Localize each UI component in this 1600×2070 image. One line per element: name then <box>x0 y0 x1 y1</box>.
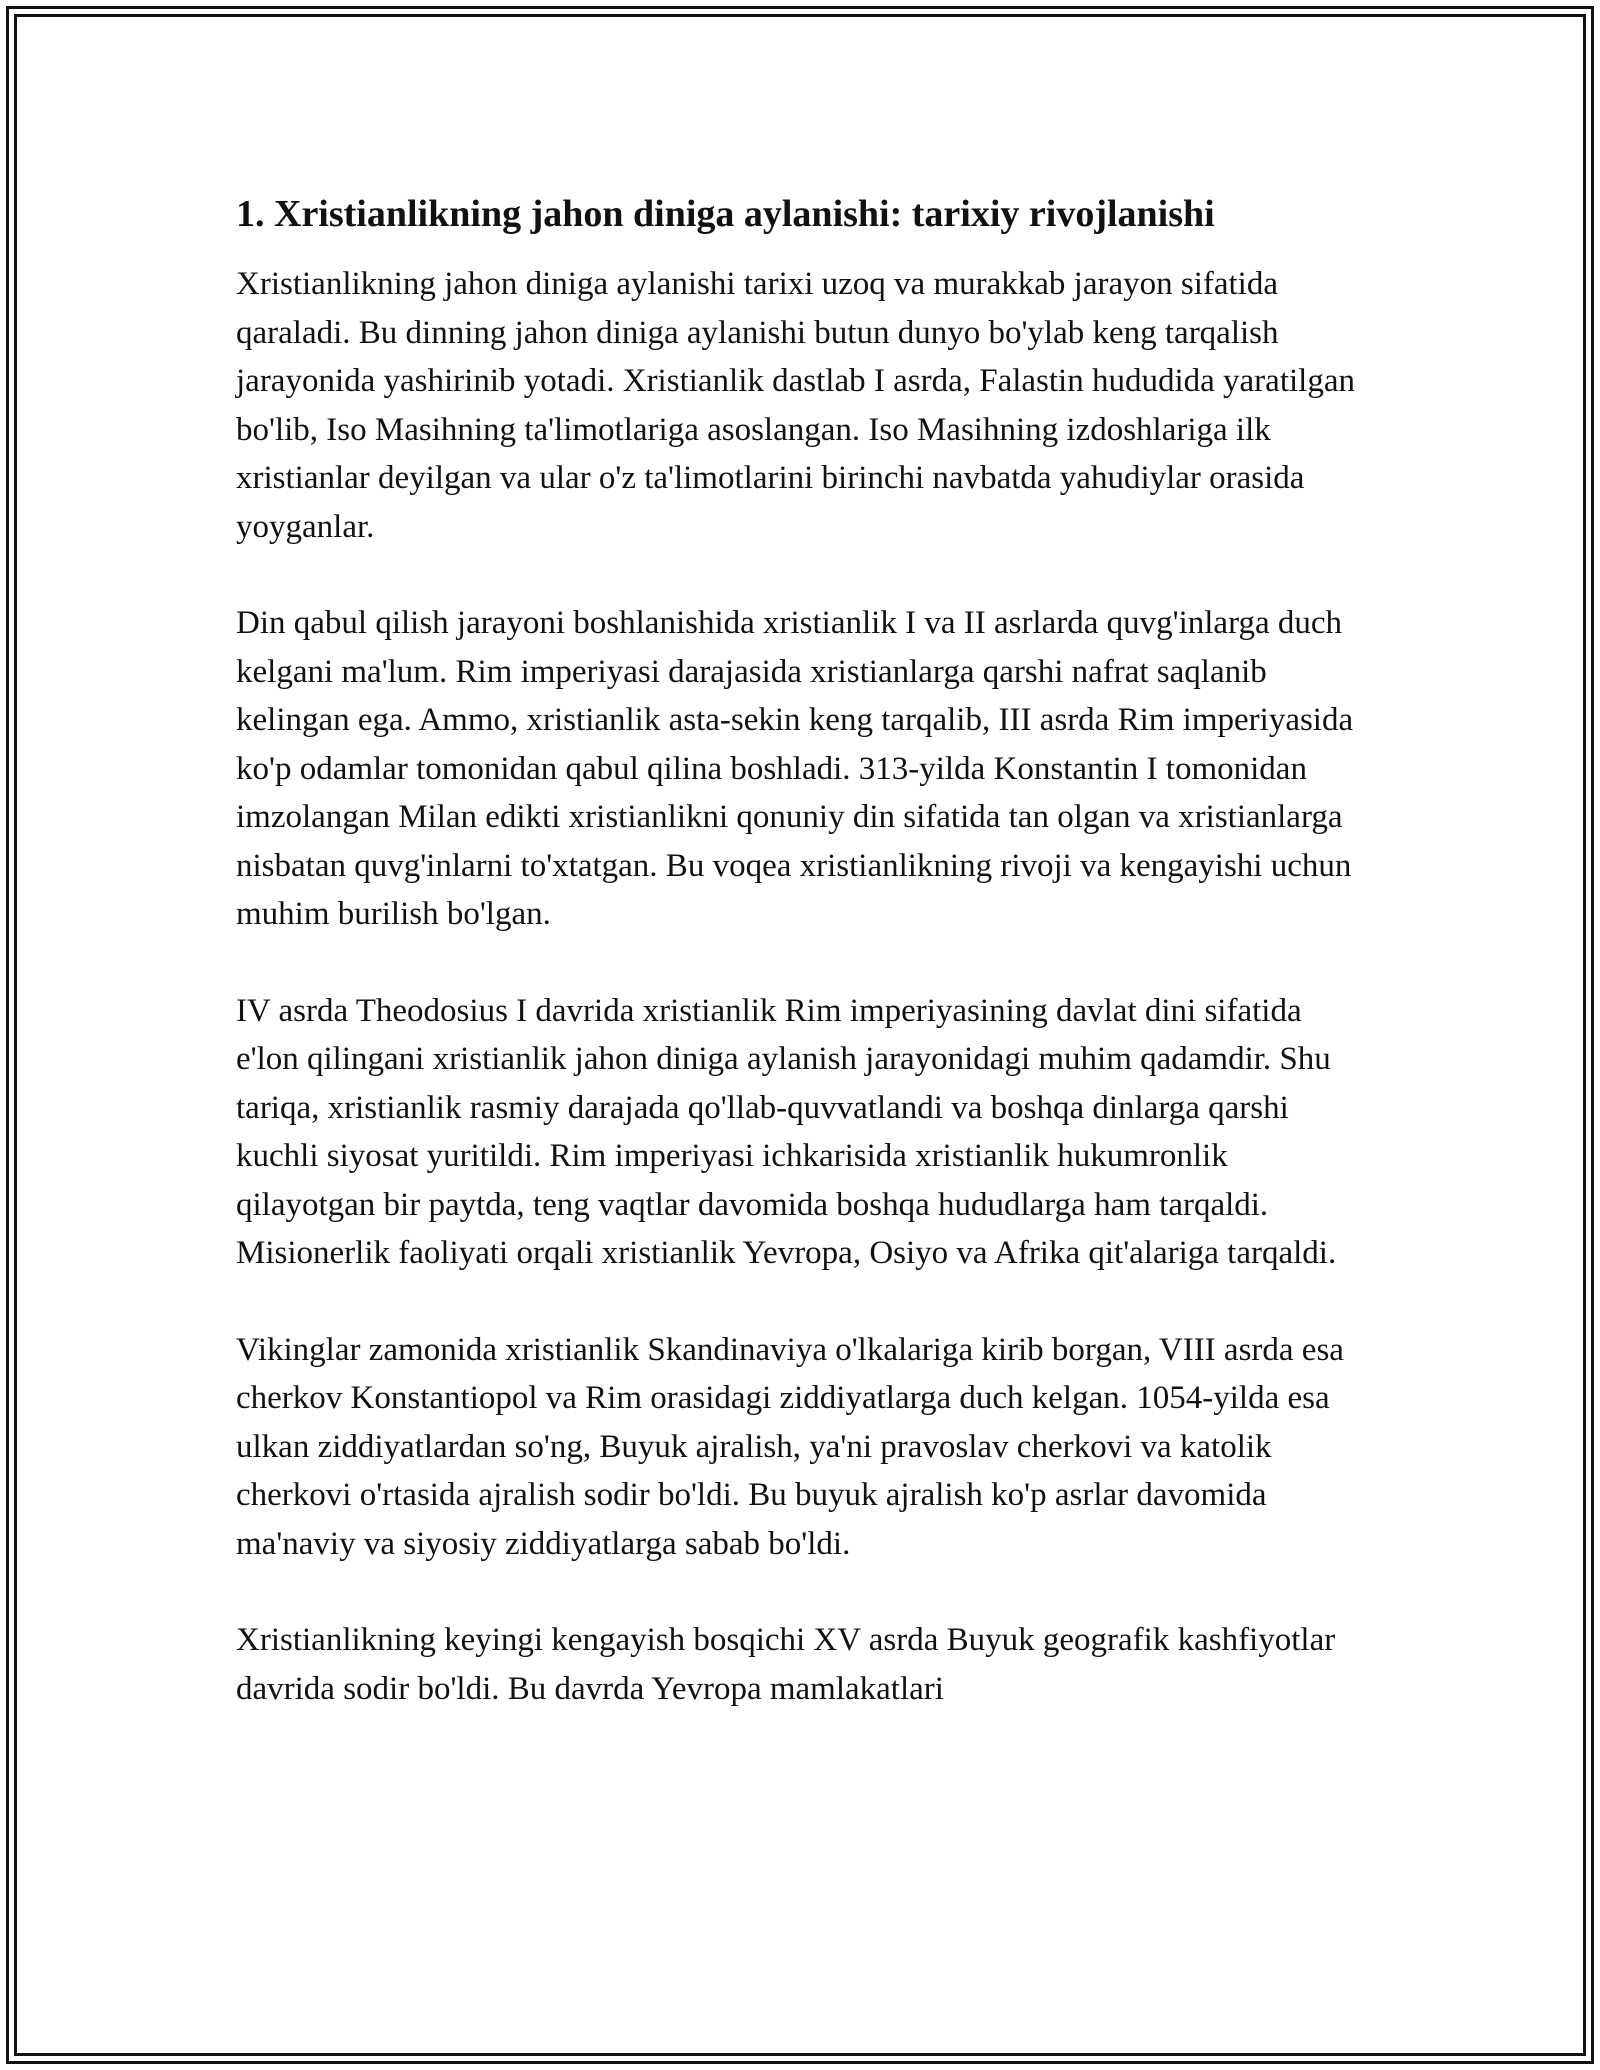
paragraph-4: Vikinglar zamonida xristianlik Skandinaviya o'lkalariga kirib borgan, VIII asrda esa cherkov Konstantiopol va Rim orasidagi ziddiyatlarga duch kelgan. 1054-yilda esa ulkan ziddiyatlardan so'ng, Buyuk ajralish, ya'ni pravoslav cherkovi va katolik cherkovi o'rtasida ajralish sodir bo'ldi. Bu buyuk ajralish ko'p asrlar davomida ma'naviy va siyosiy ziddiyatlarga sabab bo'ldi. <box>236 1331 1344 1562</box>
section-title: 1. Xristianlikning jahon diniga aylanishi: tarixiy rivojlanishi <box>236 193 1215 235</box>
document-body <box>236 188 1366 1761</box>
paragraph-3: IV asrda Theodosius I davrida xristianlik Rim imperiyasining davlat dini sifatida e'lon qilingani xristianlik jahon diniga aylanish jarayonidagi muhim qadamdir. Shu tariqa, xristianlik rasmiy darajada qo'llab-quvvatlandi va boshqa dinlarga qarshi kuchli siyosat yuritildi. Rim imperiyasi ichkarisida xristianlik hukumronlik qilayotgan bir paytda, teng vaqtlar davomida boshqa hududlarga ham tarqaldi. Misionerlik faoliyati orqali xristianlik Yevropa, Osiyo va Afrika qit'alariga tarqaldi. <box>236 992 1337 1271</box>
paragraph-2: Din qabul qilish jarayoni boshlanishida xristianlik I va II asrlarda quvg'inlarga duch kelgani ma'lum. Rim imperiyasi darajasida xristianlarga qarshi nafrat saqlanib kelingan ega. Ammo, xristianlik asta-sekin keng tarqalib, III asrda Rim imperiyasida ko'p odamlar tomonidan qabul qilina boshladi. 313-yilda Konstantin I tomonidan imzolangan Milan edikti xristianlikni qonuniy din sifatida tan olgan va xristianlarga nisbatan quvg'inlarni to'xtatgan. Bu voqea xristianlikning rivoji va kengayishi uchun muhim burilish bo'lgan. <box>236 605 1354 932</box>
paragraph-1: Xristianlikning jahon diniga aylanishi tarixi uzoq va murakkab jarayon sifatida qaraladi. Bu dinning jahon diniga aylanishi butun dunyo bo'ylab keng tarqalish jarayonida yashirinib yotadi. Xristianlik dastlab I asrda, Falastin hududida yaratilgan bo'lib, Iso Masihning ta'limotlariga asoslangan. Iso Masihning izdoshlariga ilk xristianlar deyilgan va ular o'z ta'limotlarini birinchi navbatda yahudiylar orasida yoyganlar. <box>236 266 1355 545</box>
paragraph-5: Xristianlikning keyingi kengayish bosqichi XV asrda Buyuk geografik kashfiyotlar davrida sodir bo'ldi. Bu davrda Yevropa mamlakatlari <box>236 1622 1336 1707</box>
